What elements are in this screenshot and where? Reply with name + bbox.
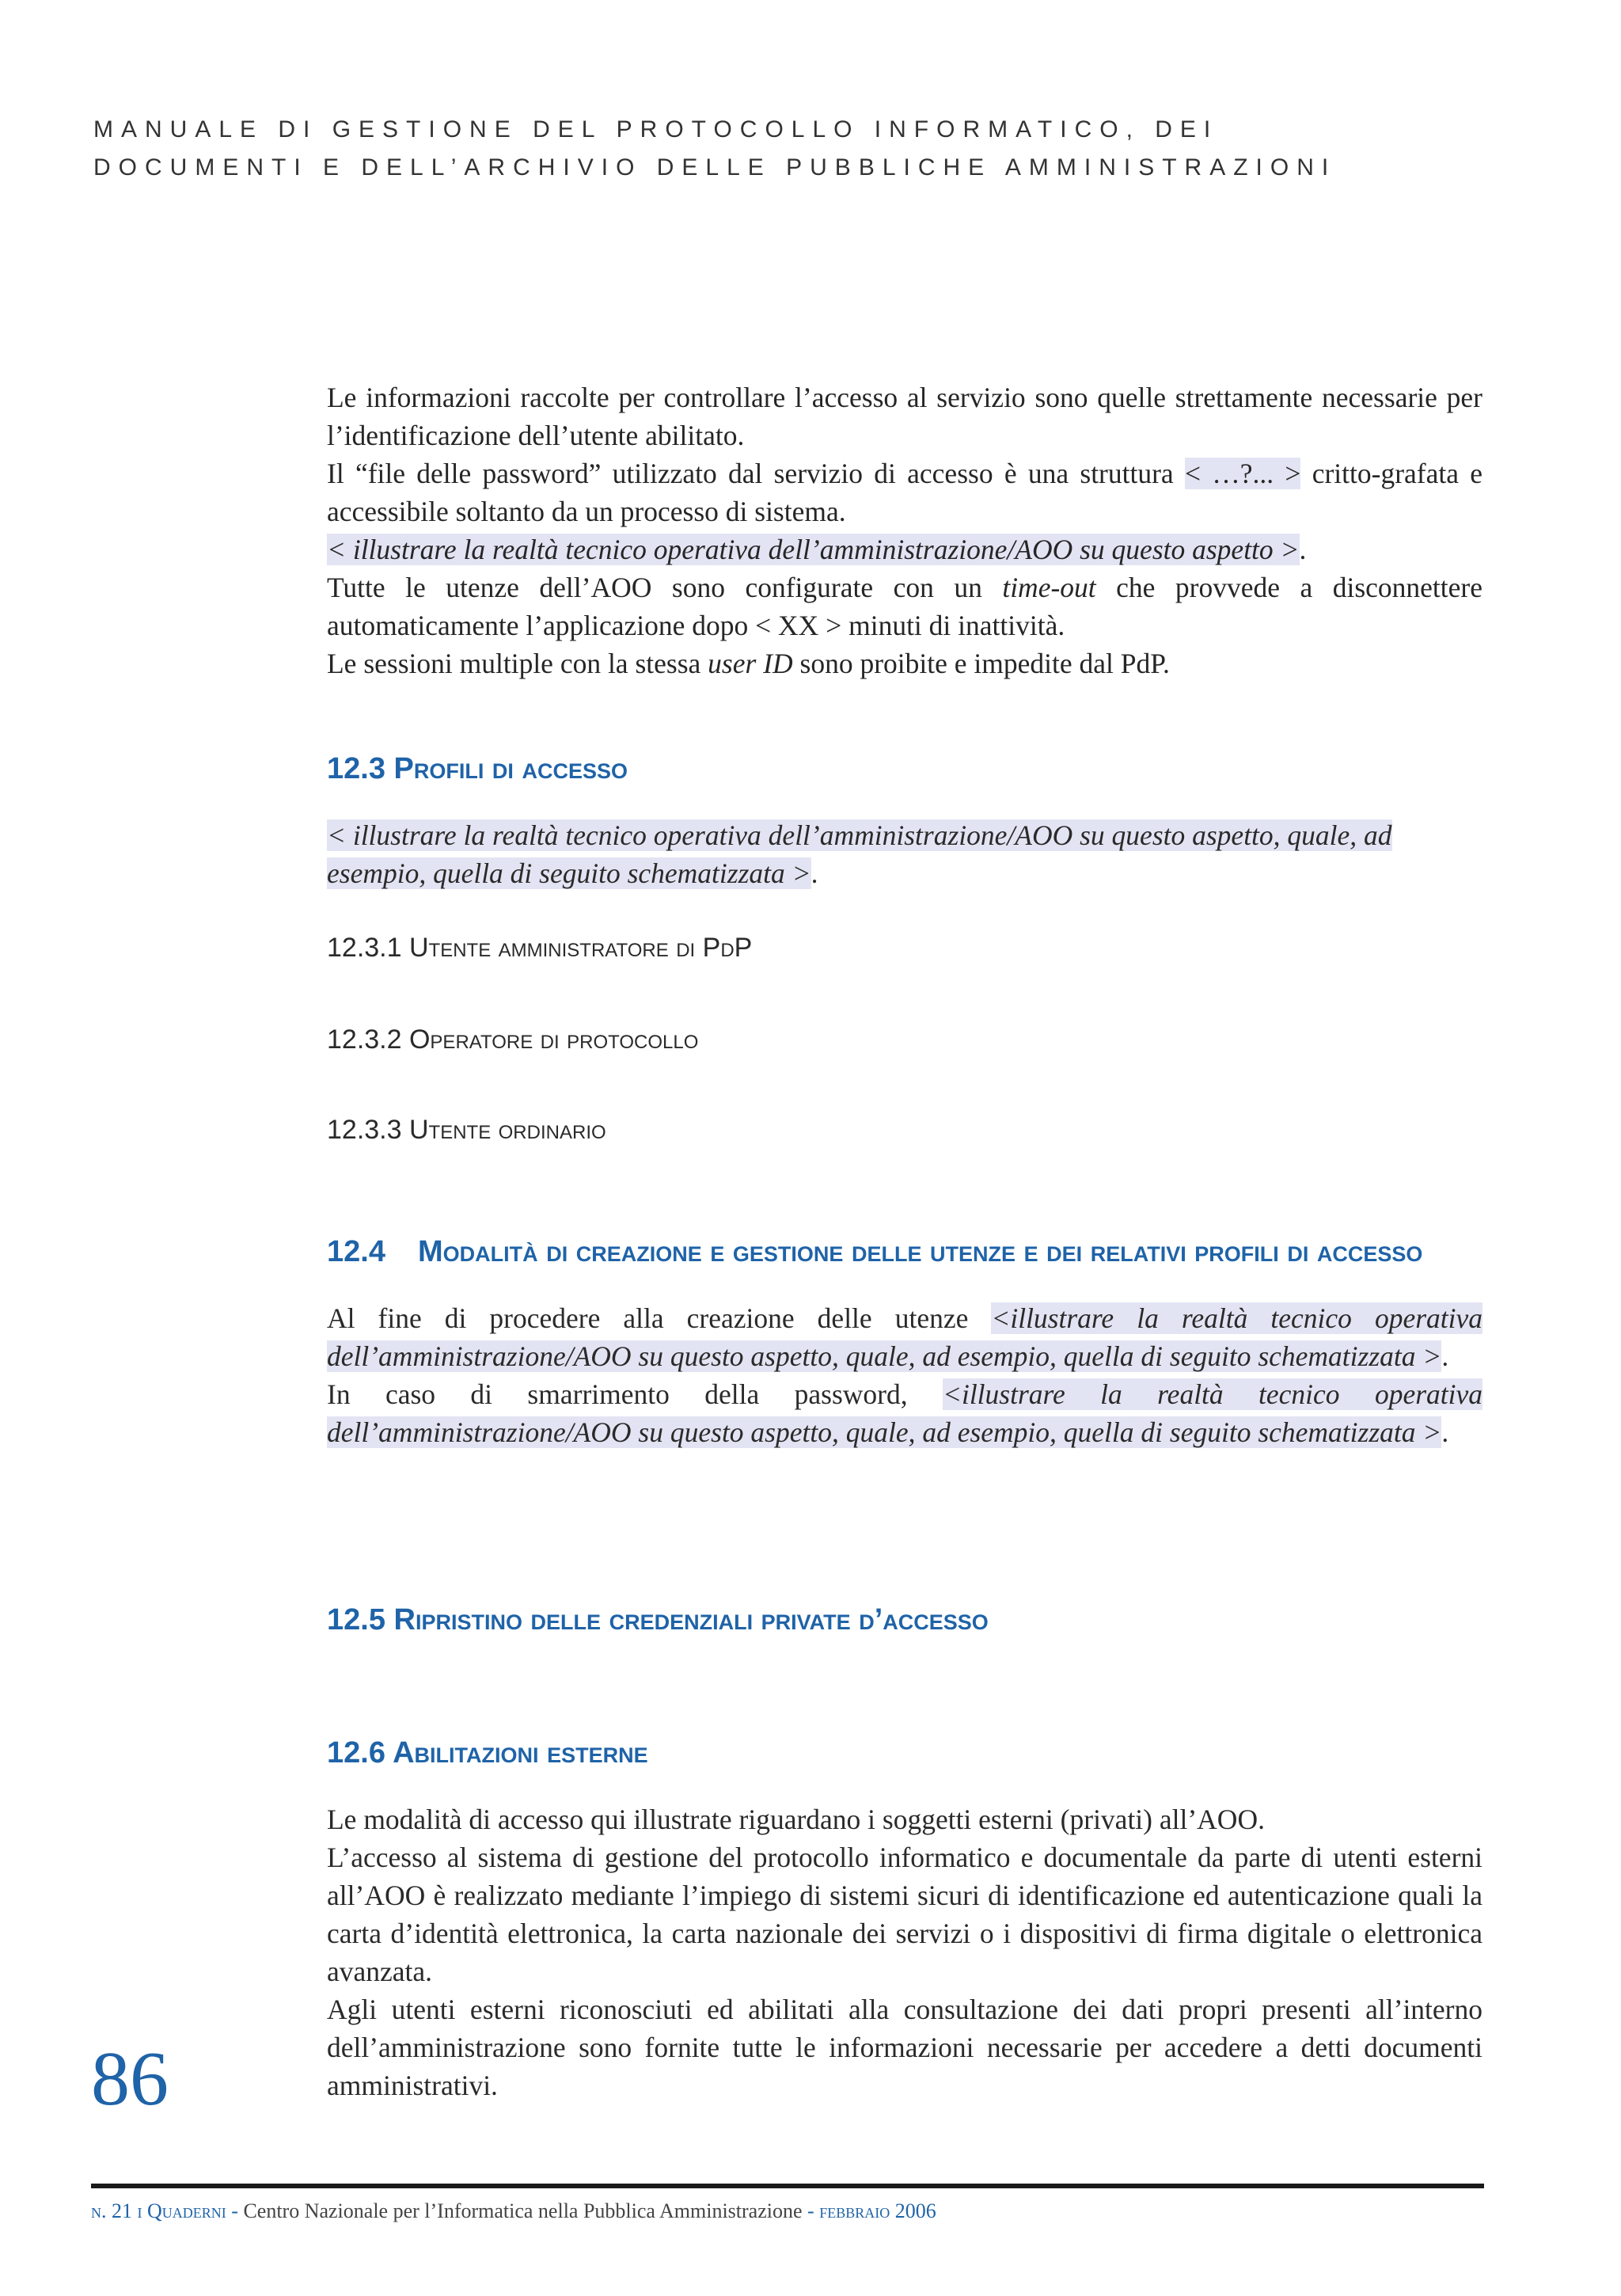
italic-term: time-out <box>1002 572 1096 603</box>
text-run: critto-grafata e accessibile soltanto da un processo di sistema. <box>327 458 1482 527</box>
subsection-heading: 12.3.1 Utente amministratore di PdP <box>327 933 753 963</box>
text-run: . <box>1441 1340 1449 1372</box>
running-head <box>93 111 1486 187</box>
intro-paragraph-4 <box>327 568 1482 644</box>
section-paragraph <box>327 1375 1482 1451</box>
section-paragraph <box>327 816 1482 892</box>
section-paragraph: Agli utenti esterni riconosciuti ed abilitati alla consultazione dei dati propri presenti all’interno dell’amministrazione sono fornite tutte le informazioni necessarie per accedere a detti documenti amministrativi. <box>327 1994 1482 2101</box>
section-title: Modalità di creazione e gestione delle utenze e dei relativi profili di accesso <box>418 1235 1423 1268</box>
footer-rule <box>91 2184 1484 2188</box>
text-run: che provvede a disconnettere automaticamente l’applicazione dopo < XX > minuti di inattività. <box>327 572 1482 641</box>
section-paragraph: Le modalità di accesso qui illustrate riguardano i soggetti esterni (privati) all’AOO. <box>327 1804 1265 1835</box>
page-number: 86 <box>91 2036 169 2122</box>
placeholder-highlight: < …?... > <box>1184 458 1301 489</box>
text-run: . <box>1441 1416 1449 1448</box>
section-12-6 <box>327 1734 1482 2104</box>
section-12-3 <box>327 750 1482 1149</box>
text-run: . <box>810 857 818 889</box>
subsection-heading: 12.3.3 Utente ordinario <box>327 1115 606 1145</box>
footer-separator: - <box>226 2199 244 2222</box>
text-run: Al fine di procedere alla creazione delle utenze <box>327 1302 992 1334</box>
footer-separator: - <box>802 2199 820 2222</box>
section-heading <box>327 1233 1482 1271</box>
section-heading: 12.5 Ripristino delle credenziali private d’accesso <box>327 1603 989 1636</box>
text-run: In caso di smarrimento della password, <box>327 1378 943 1410</box>
intro-paragraph-5 <box>327 644 1482 682</box>
running-head-line-2: DOCUMENTI E DELL’ARCHIVIO DELLE PUBBLICHE AMMINISTRAZIONI <box>93 154 1337 181</box>
placeholder-highlight: < illustrare la realtà tecnico operativa dell’amministrazione/AOO su questo aspetto, quale, ad esempio, quella di seguito schematizzata > <box>327 819 1392 889</box>
section-12-5 <box>327 1601 1482 1639</box>
footer-date: febbraio 2006 <box>819 2199 936 2222</box>
section-12-4 <box>327 1233 1482 1451</box>
intro-paragraph-1: Le informazioni raccolte per controllare l’accesso al servizio sono quelle strettamente necessarie per l’identificazione dell’utente abilitato. <box>327 382 1482 451</box>
text-run: Tutte le utenze dell’AOO sono configurate con un <box>327 572 1003 603</box>
text-run: Le sessioni multiple con la stessa <box>327 648 708 679</box>
placeholder-highlight: <illustrare la realtà tecnico operativa dell’amministrazione/AOO su questo aspetto, quale, ad esempio, quella di seguito schematizzata > <box>327 1302 1482 1372</box>
footer-issue: n. 21 i Quaderni <box>91 2199 226 2222</box>
footer-publisher: Centro Nazionale per l’Informatica nella Pubblica Amministrazione <box>243 2199 803 2222</box>
intro-paragraph-3 <box>327 530 1482 568</box>
section-heading: 12.6 Abilitazioni esterne <box>327 1736 648 1770</box>
italic-term: user ID <box>708 648 793 679</box>
section-number: 12.4 <box>327 1235 385 1268</box>
section-paragraph <box>327 1299 1482 1375</box>
placeholder-highlight: <illustrare la realtà tecnico operativa dell’amministrazione/AOO su questo aspetto, quale, ad esempio, quella di seguito schematizzata > <box>327 1378 1482 1448</box>
running-head-line-1: MANUALE DI GESTIONE DEL PROTOCOLLO INFORMATICO, DEI <box>93 116 1219 143</box>
text-run: . <box>1299 534 1307 565</box>
text-run: Il “file delle password” utilizzato dal servizio di accesso è una struttura <box>327 458 1185 489</box>
intro-paragraph-2 <box>327 454 1482 530</box>
footer <box>91 2199 936 2223</box>
intro-text <box>327 378 1482 682</box>
section-heading: 12.3 Profili di accesso <box>327 752 628 785</box>
placeholder-highlight: < illustrare la realtà tecnico operativa dell’amministrazione/AOO su questo aspetto > <box>327 534 1300 565</box>
text-run: sono proibite e impedite dal PdP. <box>792 648 1170 679</box>
subsection-heading: 12.3.2 Operatore di protocollo <box>327 1024 699 1055</box>
section-paragraph: L’accesso al sistema di gestione del protocollo informatico e documentale da parte di utenti esterni all’AOO è realizzato mediante l’impiego di sistemi sicuri di identificazione ed autenticazione quali la carta d’identità elettronica, la carta nazionale dei servizi o i dispositivi di firma digitale o elettronica avanzata. <box>327 1842 1482 1987</box>
